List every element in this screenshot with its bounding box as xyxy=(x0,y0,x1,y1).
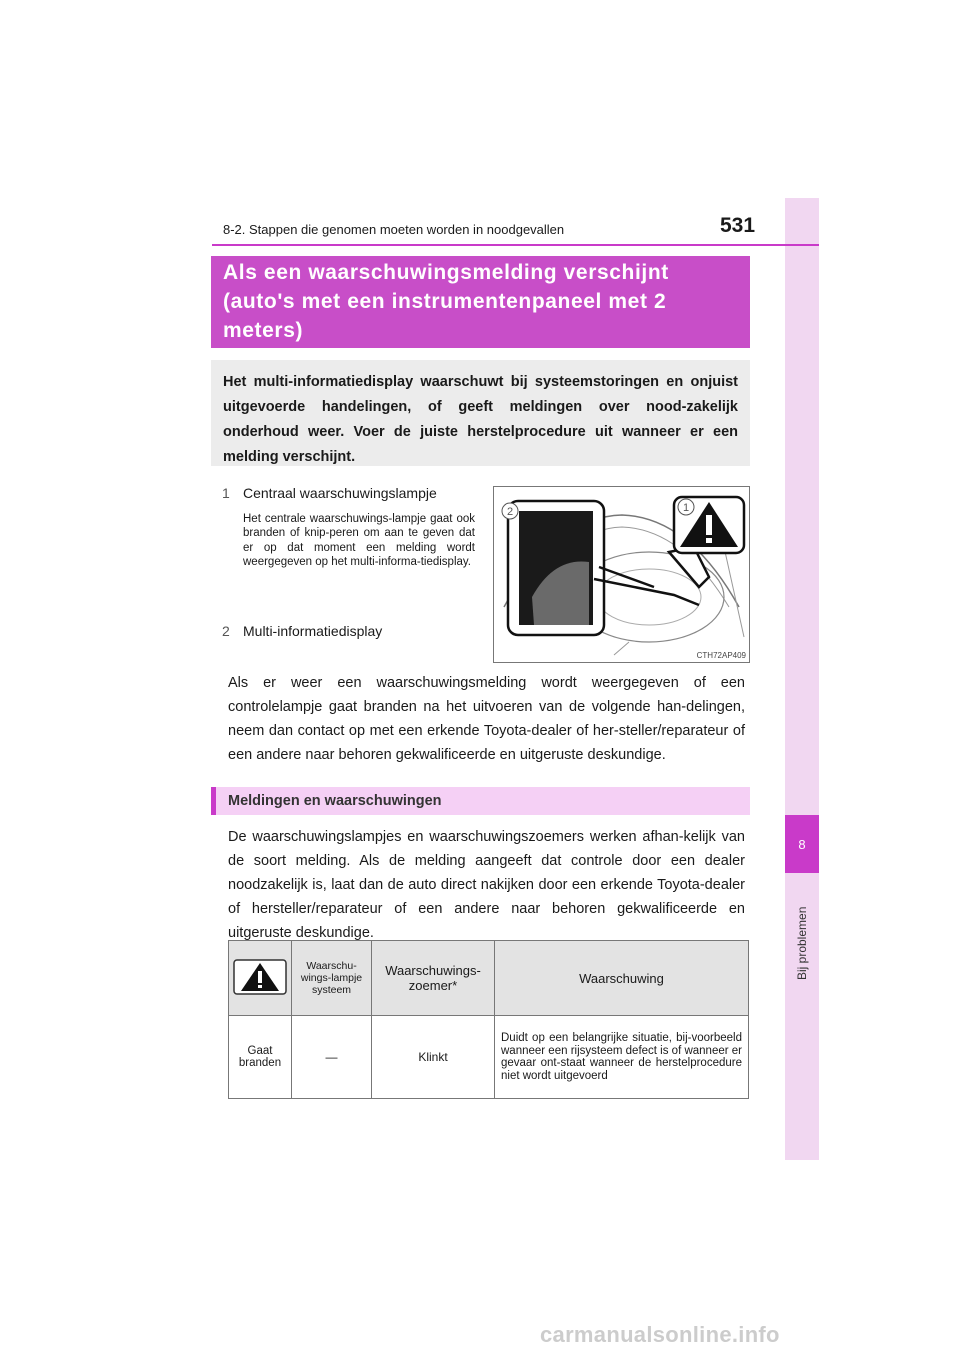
chapter-number: 8 xyxy=(798,836,806,852)
chapter-side-tab xyxy=(785,198,819,1160)
cell-lamp-system: — xyxy=(292,1016,372,1099)
dashboard-drawing xyxy=(494,487,749,662)
cell-warning: Duidt op een belangrijke situatie, bij-voorbeeld wanneer een rijsysteem defect is of wanneer er gevaar ont-staat wanneer de herstelprocedure niet wordt uitgevoerd xyxy=(495,1016,749,1099)
header-divider xyxy=(212,244,819,246)
header-warning: Waarschuwing xyxy=(495,941,749,1016)
figure-label-2: 2 xyxy=(506,506,514,518)
callout-title-1: Centraal waarschuwingslampje xyxy=(243,485,437,501)
cell-buzzer: Klinkt xyxy=(372,1016,495,1099)
warning-triangle-icon xyxy=(233,959,287,995)
table-header-row xyxy=(229,941,749,1016)
callout-number-1: 1 xyxy=(222,485,230,501)
page-number: 531 xyxy=(720,214,756,237)
subheading: Meldingen en waarschuwingen xyxy=(211,787,750,815)
heading-line-3: meters) xyxy=(223,319,304,342)
paragraph-2: De waarschuwingslampjes en waarschuwingszoemers werken afhan-kelijk van de soort melding. Als de melding aangeeft dat controle door een dealer noodzakelijk is, laat dan de auto direct nakijken door een erkende Toyota-dealer of hersteller/reparateur of een andere naar behoren gekwalificeerde en uitgeruste deskundige. xyxy=(228,829,745,941)
warning-table xyxy=(228,940,749,1099)
heading-line-2: (auto's met een instrumentenpaneel met 2 xyxy=(223,290,667,313)
table-row xyxy=(229,1016,749,1099)
warning-icon-header xyxy=(229,941,292,1016)
callout-title-2: Multi-informatiedisplay xyxy=(243,623,383,639)
callout-description-1: Het centrale waarschuwings-lampje gaat ook branden of knip-peren om aan te geven dat er op dat moment een melding wordt weergegeven op het multi-informa-tiedisplay. xyxy=(243,513,475,569)
figure-code: CTH72AP409 xyxy=(696,651,746,660)
header-buzzer: Waarschuwings-zoemer* xyxy=(372,941,495,1016)
heading-line-1: Als een waarschuwingsmelding verschijnt xyxy=(223,261,669,284)
cell-state: Gaat branden xyxy=(229,1016,292,1099)
header-lamp-system: Waarschu-wings-lampje systeem xyxy=(292,941,372,1016)
section-title: 8-2. Stappen die genomen moeten worden in noodgevallen xyxy=(223,222,565,237)
intro-box: Het multi-informatiedisplay waarschuwt bij systeemstoringen en onjuist uitgevoerde handelingen, of geeft meldingen over nood-zakelijk onderhoud weer. Voer de juiste herstelprocedure uit wanneer er een melding verschijnt. xyxy=(211,360,750,466)
figure-label-1: 1 xyxy=(682,502,690,514)
watermark: carmanualsonline.info xyxy=(540,1322,780,1347)
callout-number-2: 2 xyxy=(222,623,230,639)
section-heading xyxy=(211,256,750,348)
chapter-number-tab xyxy=(785,815,819,873)
chapter-label: Bij problemen xyxy=(795,906,809,980)
paragraph-1: Als er weer een waarschuwingsmelding wordt weergegeven of een controlelampje gaat branden na het uitvoeren van de volgende han-delingen, neem dan contact op met een erkende Toyota-dealer of her-steller/reparateur of een andere naar behoren gekwalificeerde en uitgeruste deskundige. xyxy=(228,675,745,763)
dashboard-illustration xyxy=(493,486,750,663)
